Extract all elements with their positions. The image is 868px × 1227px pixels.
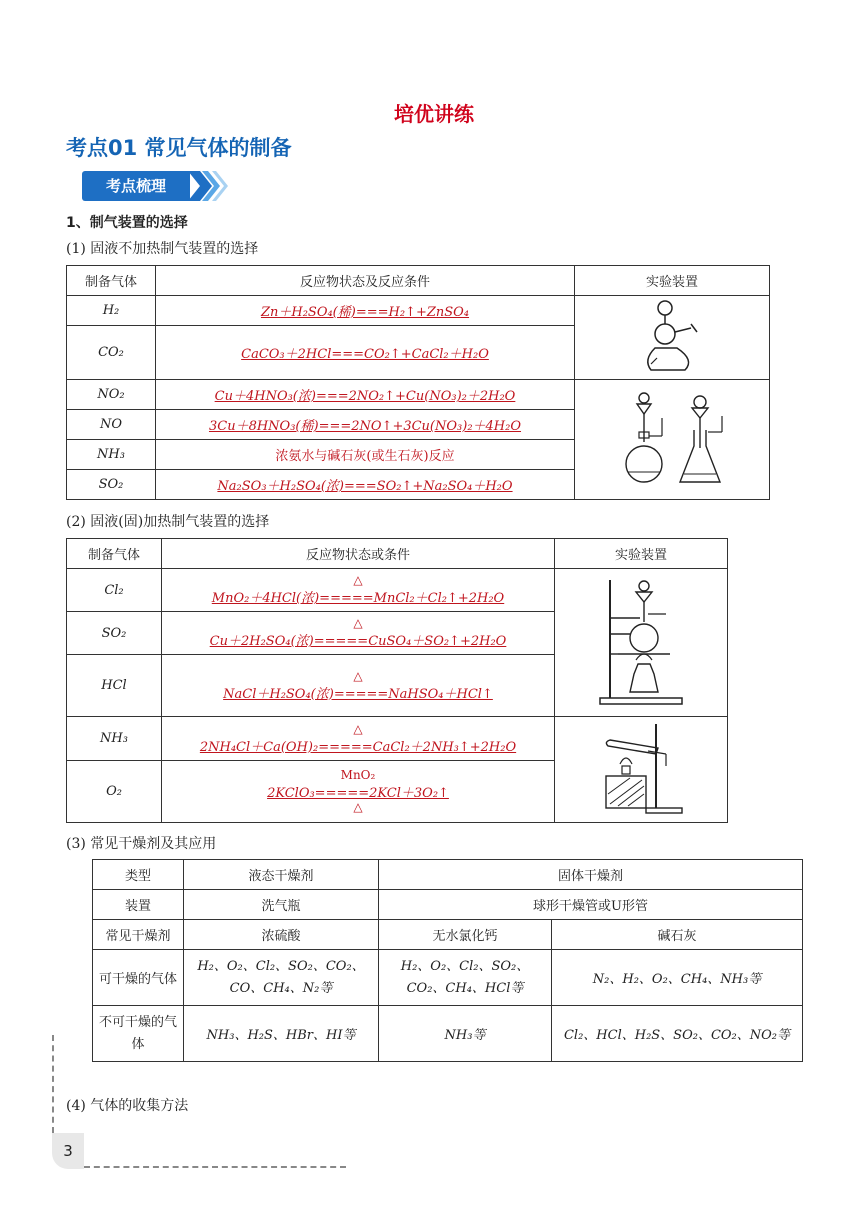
equation: Cu＋2H₂SO₄(浓)=====CuSO₄＋SO₂↑+2H₂O xyxy=(209,634,507,649)
equation-cell xyxy=(162,655,555,717)
cell: 洗气瓶 xyxy=(184,890,379,920)
table-drying-agents xyxy=(92,859,803,1062)
chevron-arrows-icon xyxy=(188,171,228,201)
equation-cell xyxy=(162,717,555,761)
gas-cell: NH₃ xyxy=(67,440,156,470)
subheading-1: (1) 固液不加热制气装置的选择 xyxy=(66,241,259,257)
cell: Cl₂、HCl、H₂S、SO₂、CO₂、NO₂等 xyxy=(552,1006,803,1062)
page-number: 3 xyxy=(52,1133,84,1169)
equation: NaCl＋H₂SO₄(浓)=====NaHSO₄＋HCl↑ xyxy=(223,686,493,702)
cell: 固体干燥剂 xyxy=(379,860,803,890)
gas-cell: H₂ xyxy=(67,296,156,326)
equation-cell xyxy=(156,380,575,410)
equation: 浓氨水与碱石灰(或生石灰)反应 xyxy=(275,449,455,464)
subheading-4: (4) 气体的收集方法 xyxy=(66,1098,189,1114)
row-label: 不可干燥的气体 xyxy=(93,1006,184,1062)
cell: 碱石灰 xyxy=(552,920,803,950)
reaction-condition: MnO₂ xyxy=(340,768,376,782)
gas-cell: NO₂ xyxy=(67,380,156,410)
reaction-condition: △ xyxy=(353,668,363,683)
cell: H₂、O₂、Cl₂、SO₂、CO₂、CH₄、HCl等 xyxy=(379,950,552,1006)
gas-cell: CO₂ xyxy=(67,326,156,380)
kipp-generator-icon xyxy=(637,298,707,374)
gas-cell: Cl₂ xyxy=(67,569,162,612)
gas-cell: NO xyxy=(67,410,156,440)
gas-cell: O₂ xyxy=(67,761,162,823)
apparatus-cell xyxy=(575,296,770,380)
cell: 液态干燥剂 xyxy=(184,860,379,890)
equation-cell xyxy=(156,326,575,380)
gas-cell: NH₃ xyxy=(67,717,162,761)
col-header: 反应物状态及反应条件 xyxy=(156,266,575,296)
row-label: 装置 xyxy=(93,890,184,920)
section-title: 考点01 常见气体的制备 xyxy=(66,136,292,160)
cell: 无水氯化钙 xyxy=(379,920,552,950)
equation: CaCO₃＋2HCl===CO₂↑+CaCl₂＋H₂O xyxy=(241,347,489,362)
equation-cell xyxy=(162,612,555,655)
table-heated-generation xyxy=(66,538,728,823)
apparatus-cell xyxy=(555,569,728,717)
flask-funnel-apparatus-icon xyxy=(612,388,732,488)
page-footer-line xyxy=(84,1166,346,1168)
heading-device-selection: 1、制气装置的选择 xyxy=(66,215,188,231)
col-header: 实验装置 xyxy=(555,539,728,569)
reaction-condition: △ xyxy=(353,616,363,630)
equation: MnO₂＋4HCl(浓)=====MnCl₂＋Cl₂↑+2H₂O xyxy=(211,591,505,606)
gas-cell: HCl xyxy=(67,655,162,717)
reaction-condition: △ xyxy=(353,721,363,736)
doc-title: 培优讲练 xyxy=(394,102,474,126)
equation: 3Cu＋8HNO₃(稀)===2NO↑+3Cu(NO₃)₂＋4H₂O xyxy=(208,419,522,434)
equation-cell xyxy=(156,440,575,470)
subheading-3: (3) 常见干燥剂及其应用 xyxy=(66,836,217,852)
cell: NH₃、H₂S、HBr、HI等 xyxy=(184,1006,379,1062)
badge-label: 考点梳理 xyxy=(82,171,190,201)
col-header: 制备气体 xyxy=(67,539,162,569)
col-header: 反应物状态或条件 xyxy=(162,539,555,569)
reaction-condition: △ xyxy=(353,800,363,814)
page-margin-decoration xyxy=(52,1035,54,1133)
cell: H₂、O₂、Cl₂、SO₂、CO₂、CO、CH₄、N₂等 xyxy=(184,950,379,1006)
equation-cell xyxy=(162,761,555,823)
cell: NH₃等 xyxy=(379,1006,552,1062)
row-label: 类型 xyxy=(93,860,184,890)
equation: Na₂SO₃＋H₂SO₄(浓)===SO₂↑+Na₂SO₄＋H₂O xyxy=(217,479,513,494)
cell: N₂、H₂、O₂、CH₄、NH₃等 xyxy=(552,950,803,1006)
table-solid-liquid-no-heat xyxy=(66,265,770,500)
row-label: 常见干燥剂 xyxy=(93,920,184,950)
equation-cell xyxy=(156,470,575,500)
row-label: 可干燥的气体 xyxy=(93,950,184,1006)
equation: 2KClO₃=====2KCl＋3O₂↑ xyxy=(267,786,449,801)
apparatus-cell xyxy=(575,380,770,500)
equation: Cu＋4HNO₃(浓)===2NO₂↑+Cu(NO₃)₂＋2H₂O xyxy=(214,389,516,404)
gas-cell: SO₂ xyxy=(67,470,156,500)
equation: Zn＋H₂SO₄(稀)===H₂↑+ZnSO₄ xyxy=(260,305,470,320)
heated-flask-apparatus-icon xyxy=(596,574,686,708)
col-header: 实验装置 xyxy=(575,266,770,296)
cell: 浓硫酸 xyxy=(184,920,379,950)
equation: 2NH₄Cl＋Ca(OH)₂=====CaCl₂＋2NH₃↑+2H₂O xyxy=(199,739,517,755)
test-tube-heating-icon xyxy=(596,720,686,816)
equation-cell xyxy=(162,569,555,612)
gas-cell: SO₂ xyxy=(67,612,162,655)
equation-cell xyxy=(156,410,575,440)
col-header: 制备气体 xyxy=(67,266,156,296)
cell: 球形干燥管或U形管 xyxy=(379,890,803,920)
equation-cell xyxy=(156,296,575,326)
subheading-2: (2) 固液(固)加热制气装置的选择 xyxy=(66,514,270,530)
apparatus-cell xyxy=(555,717,728,823)
reaction-condition: △ xyxy=(353,573,363,587)
